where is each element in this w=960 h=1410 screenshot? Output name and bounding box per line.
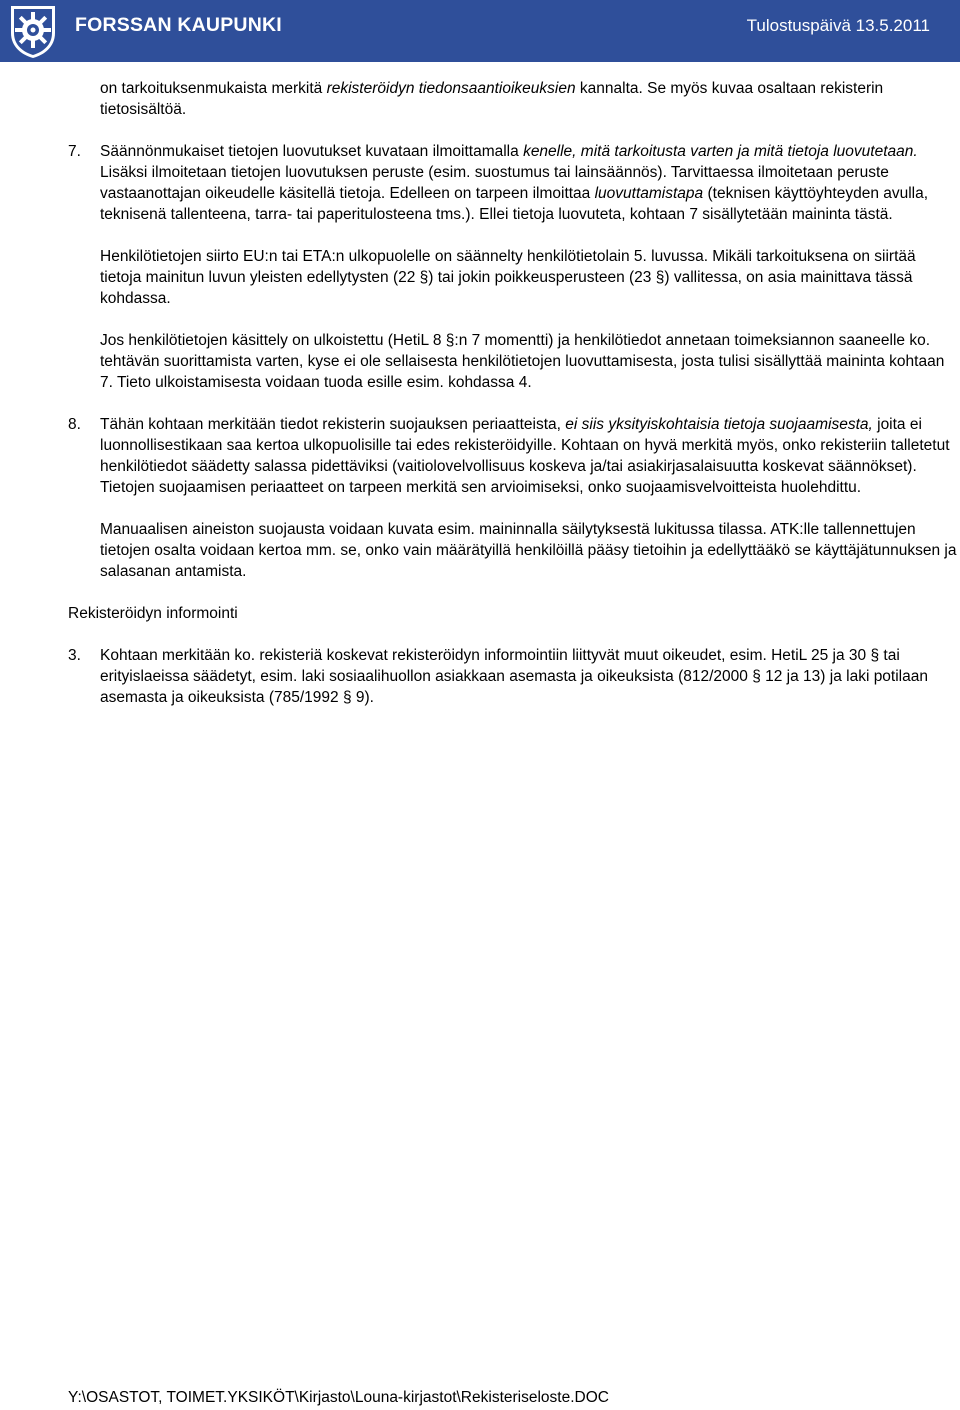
file-path-footer: Y:\OSASTOT, TOIMET.YKSIKÖT\Kirjasto\Louna-kirjastot\Rekisteriseloste.DOC [68,1389,609,1406]
item3-paragraph-1: Kohtaan merkitään ko. rekisteriä koskevat rekisteröidyn informointiin liittyvät muut oikeudet, esim. HetiL 25 ja 30 § tai erityislaeissa säädetyt, esim. laki sosiaalihuollon asiakkaan asemasta ja oikeuksista (812/2000 § 12 ja 13) ja laki potilaan asemasta ja oikeuksista (785/1992 § 9). [100,647,928,706]
print-date: Tulostuspäivä 13.5.2011 [746,16,930,35]
section-heading: Rekisteröidyn informointi [68,605,238,622]
item8-paragraph-2: Manuaalisen aineiston suojausta voidaan kuvata esim. maininnalla säilytyksestä lukitussa tilassa. ATK:lle tallennettujen tietojen osalta voidaan kertoa mm. se, onko vain määrätyillä henkilöillä pääsy tietoihin ja edellyttääkö se käyttäjätunnuksen ja salasanan antamista. [100,521,957,580]
intro-paragraph: on tarkoituksenmukaista merkitä rekisteröidyn tiedonsaantioikeuksien kannalta. Se myös kuvaa osaltaan rekisterin tietosisältöä. [100,80,884,118]
city-coat-of-arms-icon [8,3,58,60]
page-header [0,0,960,62]
organization-name: FORSSAN KAUPUNKI [75,14,282,36]
item8-paragraph-1: Tähän kohtaan merkitään tiedot rekisterin suojauksen periaatteista, ei siis yksityiskohtaisia tietoja suojaamisesta, joita ei luonnollisestikaan saa kertoa ulkopuolisille tai edes rekisteröidyille. Kohtaan on hyvä merkitä myös, onko rekisteriin talletetut henkilötiedot säädetty salassa pidettäviksi (vaitiolovelvollisuus koskeva ja/tai asiakirjasalaisuutta koskevat säännökset). Tietojen suojaamisen periaatteet on tarpeen merkitä sen arvioimiseksi, onko suojaamisvelvoitteista huolehdittu. [100,416,950,496]
item7-paragraph-3: Jos henkilötietojen käsittely on ulkoistettu (HetiL 8 §:n 7 momentti) ja henkilötiedot annetaan toimeksiannon saaneelle ko. tehtävän suorittamista varten, kyse ei ole sellaisesta henkilötietojen luovuttamisesta, josta tulisi sisällyttää maininta kohtaan 7. Tieto ulkoistamisesta voidaan tuoda esille esim. kohdassa 4. [100,332,945,391]
document-body [68,78,960,708]
list-item-8 [68,414,960,582]
item-number: 8. [68,416,81,433]
item-number: 7. [68,143,81,160]
item-number: 3. [68,647,81,664]
list-item-7 [68,141,960,393]
item7-paragraph-2: Henkilötietojen siirto EU:n tai ETA:n ulkopuolelle on säännelty henkilötietolain 5. luvussa. Mikäli tarkoituksena on siirtää tietoja mainitun luvun yleisten edellytysten (22 §) tai jokin poikkeusperusteen (23 §) vallitessa, on asia mainittava tässä kohdassa. [100,248,916,307]
item7-paragraph-1: Säännönmukaiset tietojen luovutukset kuvataan ilmoittamalla kenelle, mitä tarkoitusta varten ja mitä tietoja luovutetaan. Lisäksi ilmoitetaan tietojen luovutuksen peruste (esim. suostumus tai lainsäännös). Tarvittaessa ilmoitetaan peruste vastaanottajan oikeudelle käsitellä tietoja. Edelleen on tarpeen ilmoittaa luovuttamistapa (teknisen käyttöyhteyden avulla, teknisenä tallenteena, tarra- tai paperitulosteena tms.). Ellei tietoja luovuteta, kohtaan 7 sisällytetään maininta tästä. [100,143,929,223]
list-item-3 [68,645,960,708]
